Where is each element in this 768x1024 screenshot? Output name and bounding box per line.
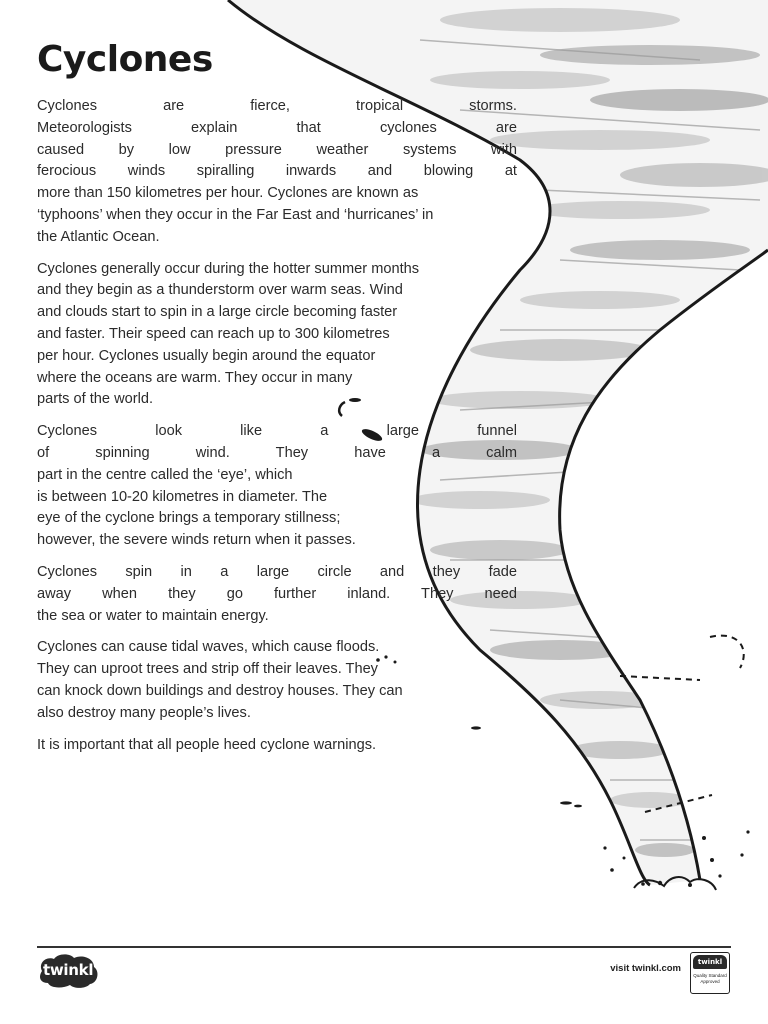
badge-line-2: Approved [700,978,720,984]
paragraph [37,562,517,627]
text-line: ‘typhoons’ when they occur in the Far East and ‘hurricanes’ in [37,206,434,223]
footer-divider [37,946,731,948]
paragraph [37,96,517,249]
text-line: is between 10-20 kilometres in diameter. The [37,488,328,505]
visit-link[interactable]: visit twinkl.com [610,963,681,974]
paragraph [37,421,517,552]
badge-caption [691,973,729,984]
text-line: the sea or water to maintain energy. [37,607,269,624]
badge-brand: twinkl [697,958,723,966]
page-title: Cyclones [37,39,213,80]
text-line: and clouds start to spin in a large circle becoming faster [37,304,398,321]
badge-header [693,955,727,969]
text-line: They can uproot trees and strip off their leaves. They [37,661,378,678]
paragraph [37,259,517,412]
text-line: the Atlantic Ocean. [37,228,160,245]
badge-line-1: Quality Standard [693,973,727,978]
text-line: also destroy many people’s lives. [37,704,251,721]
text-line: per hour. Cyclones usually begin around the equator [37,347,376,364]
text-line: Cyclones can cause tidal waves, which cause floods. [37,639,380,656]
paragraph [37,735,517,757]
text-line: and faster. Their speed can reach up to 300 kilometres [37,325,390,342]
text-line: part in the centre called the ‘eye’, which [37,466,293,483]
text-line: Meteorologists explain that cyclones are [37,119,517,136]
text-line: eye of the cyclone brings a temporary stillness; [37,510,341,527]
text-line: where the oceans are warm. They occur in many [37,369,353,386]
text-line: caused by low pressure weather systems with [37,141,517,158]
paragraph [37,637,517,724]
text-line: Cyclones spin in a large circle and they fade [37,563,517,580]
text-line: however, the severe winds return when it passes. [37,532,356,549]
text-line: ferocious winds spiralling inwards and blowing at [37,163,517,180]
quality-badge-icon [690,952,730,994]
text-line: Cyclones look like a large funnel [37,423,517,440]
text-line: of spinning wind. They have a calm [37,444,517,461]
logo-text: twinkl [43,961,94,979]
twinkl-logo-icon[interactable] [36,953,100,989]
text-line: can knock down buildings and destroy houses. They can [37,682,403,699]
text-line: away when they go further inland. They need [37,585,517,602]
article-body [37,96,517,756]
text-line: parts of the world. [37,391,153,408]
text-line: Cyclones generally occur during the hotter summer months [37,260,420,277]
text-line: and they begin as a thunderstorm over warm seas. Wind [37,282,403,299]
text-line: more than 150 kilometres per hour. Cyclones are known as [37,185,419,202]
article [37,38,517,766]
text-line: Cyclones are fierce, tropical storms. [37,98,517,114]
text-line: It is important that all people heed cyclone warnings. [37,736,377,753]
